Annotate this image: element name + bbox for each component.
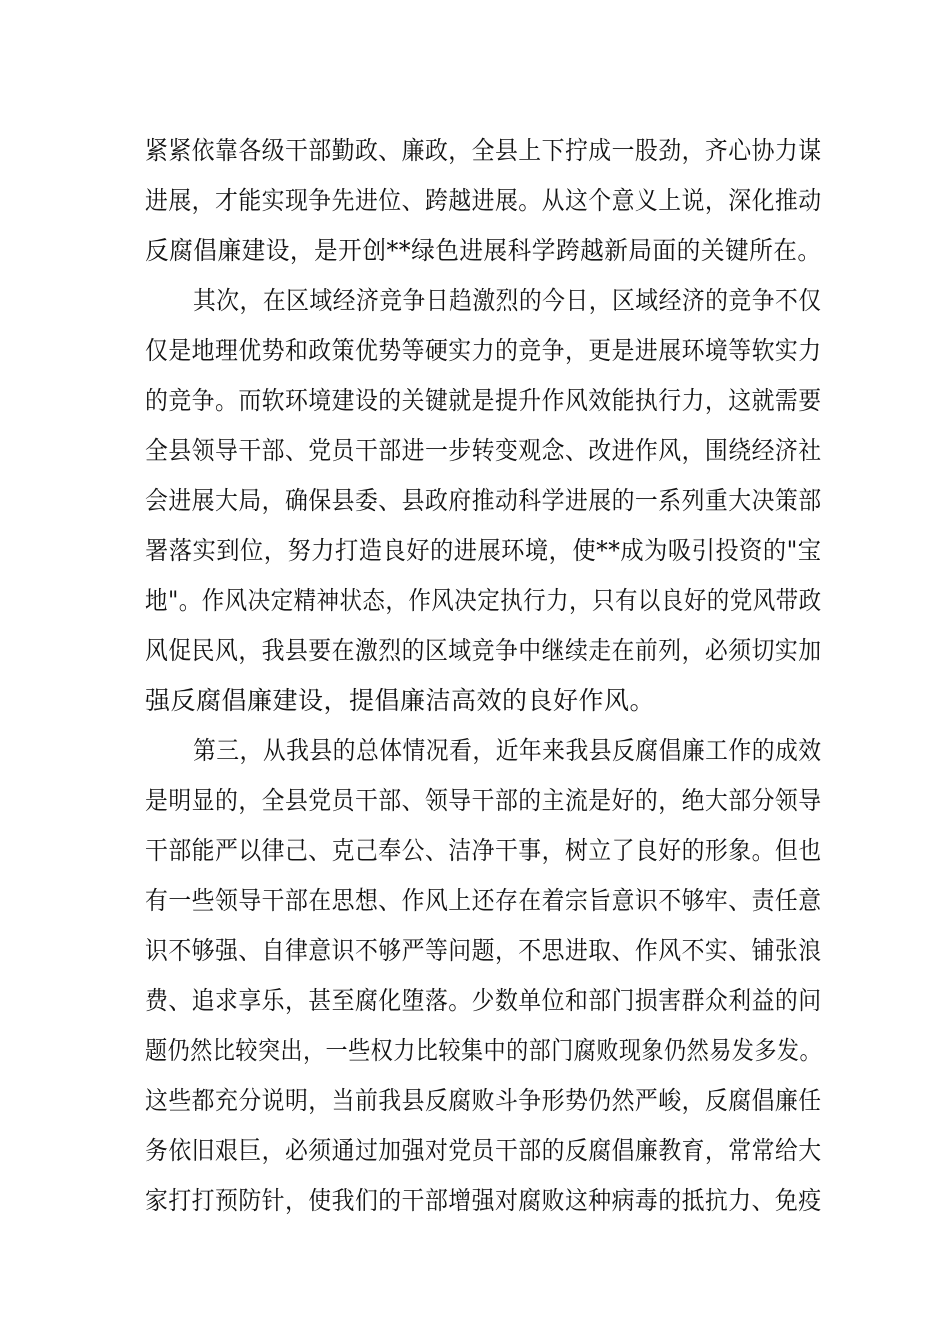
- text-line: 会进展大局，确保县委、县政府推动科学进展的一系列重大决策部: [145, 486, 822, 515]
- text-line: 务依旧艰巨，必须通过加强对党员干部的反腐倡廉教育，常常给大: [145, 1136, 822, 1165]
- text-line: 紧紧依靠各级干部勤政、廉政，全县上下拧成一股劲，齐心协力谋: [145, 136, 822, 165]
- text-line: 仅是地理优势和政策优势等硬实力的竞争，更是进展环境等软实力: [145, 336, 822, 365]
- text-line: 的竞争。而软环境建设的关键就是提升作风效能执行力，这就需要: [145, 386, 822, 415]
- text-line: 识不够强、自律意识不够严等问题，不思进取、作风不实、铺张浪: [145, 936, 822, 965]
- text-line: 署落实到位，努力打造良好的进展环境，使**成为吸引投资的"宝: [145, 536, 822, 565]
- text-line: 全县领导干部、党员干部进一步转变观念、改进作风，围绕经济社: [145, 436, 822, 465]
- text-line: 第三，从我县的总体情况看，近年来我县反腐倡廉工作的成效: [193, 736, 822, 765]
- text-line: 强反腐倡廉建设，提倡廉洁高效的良好作风。: [145, 686, 656, 715]
- text-line: 是明显的，全县党员干部、领导干部的主流是好的，绝大部分领导: [145, 786, 822, 815]
- text-line: 进展，才能实现争先进位、跨越进展。从这个意义上说，深化推动: [145, 186, 822, 215]
- text-line: 这些都充分说明，当前我县反腐败斗争形势仍然严峻，反腐倡廉任: [145, 1086, 822, 1115]
- text-line: 风促民风，我县要在激烈的区域竞争中继续走在前列，必须切实加: [145, 636, 822, 665]
- text-line: 其次，在区域经济竞争日趋激烈的今日，区域经济的竞争不仅: [193, 286, 822, 315]
- text-line: 费、追求享乐，甚至腐化堕落。少数单位和部门损害群众利益的问: [145, 986, 822, 1015]
- text-line: 题仍然比较突出，一些权力比较集中的部门腐败现象仍然易发多发。: [145, 1036, 823, 1065]
- text-line: 家打打预防针，使我们的干部增强对腐败这种病毒的抵抗力、免疫: [145, 1186, 822, 1215]
- text-line: 有一些领导干部在思想、作风上还存在着宗旨意识不够牢、责任意: [145, 886, 822, 915]
- text-line: 干部能严以律己、克己奉公、洁净干事，树立了良好的形象。但也: [145, 836, 822, 865]
- text-line: 地"。作风决定精神状态，作风决定执行力，只有以良好的党风带政: [145, 586, 822, 615]
- text-line: 反腐倡廉建设，是开创**绿色进展科学跨越新局面的关键所在。: [145, 236, 822, 265]
